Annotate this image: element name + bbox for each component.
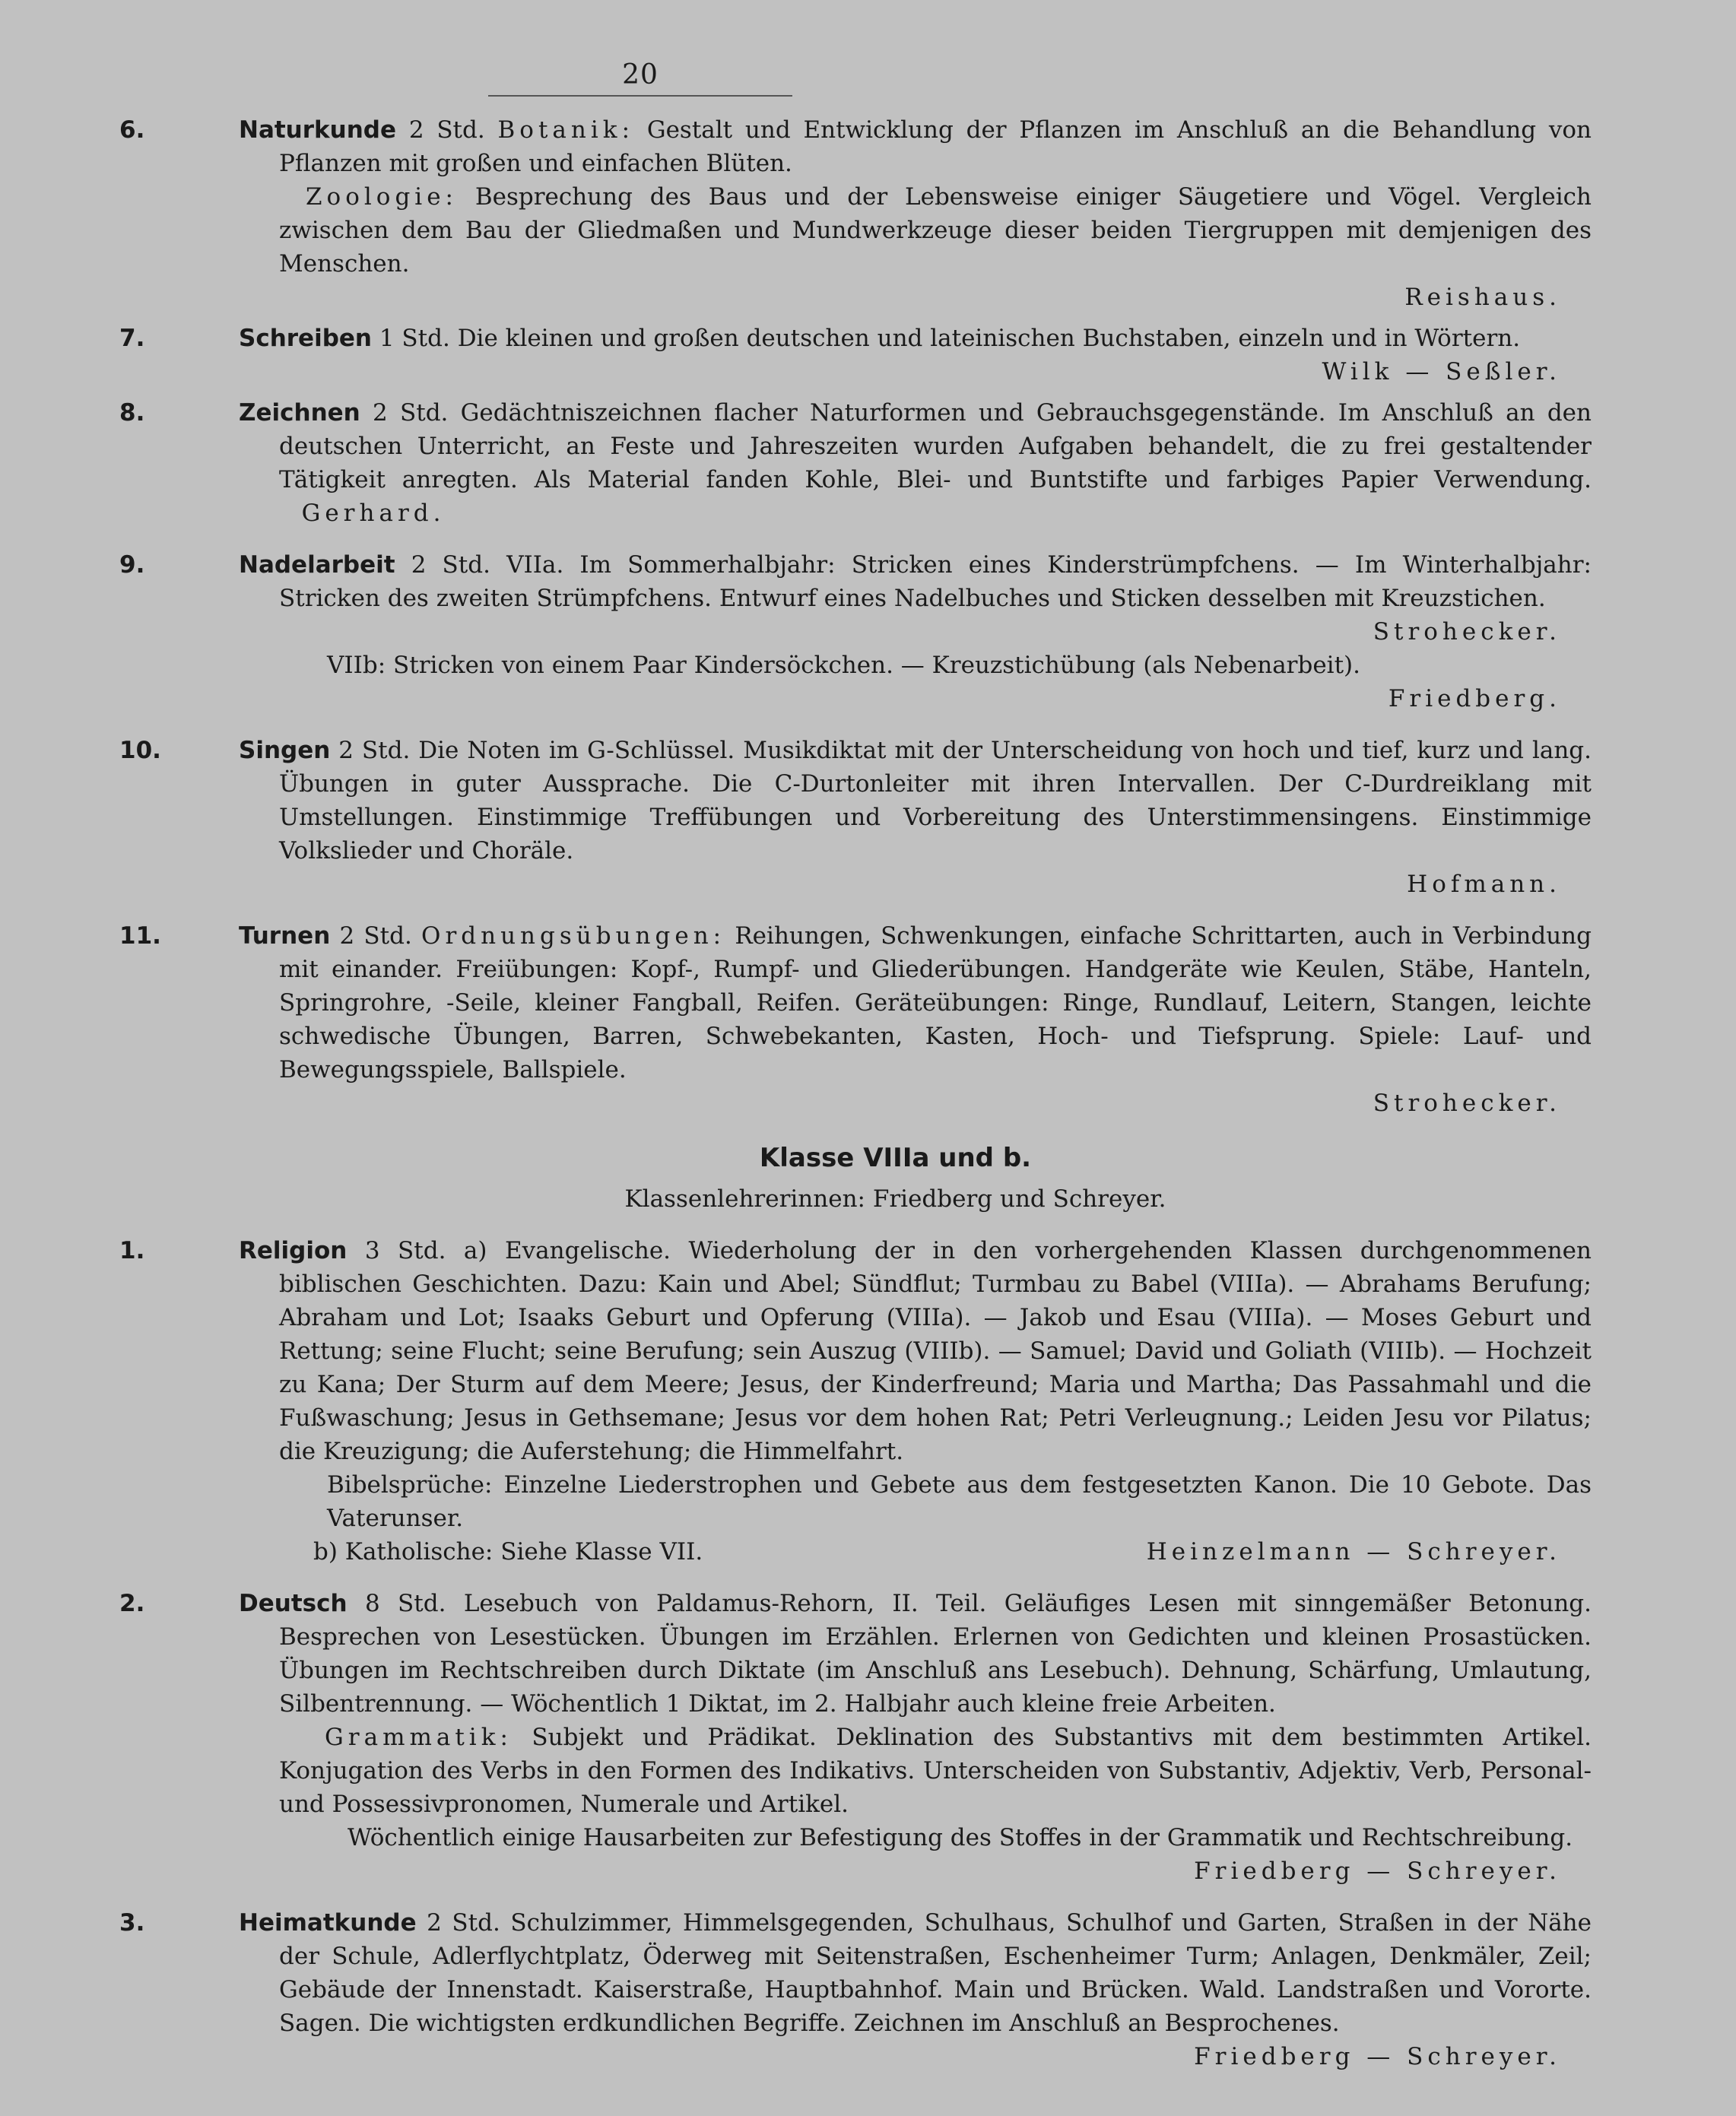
item-teacher: Wilk — Seßler. xyxy=(1322,358,1561,385)
item-sub-teacher: Friedberg. xyxy=(1388,685,1561,712)
item-number: 2. xyxy=(119,1590,145,1617)
item-text: Schulzimmer, Himmelsgegenden, Schulhaus, Schulhof und Garten, Straßen in der Nähe der Schule, Adlerflychtplatz, Öderweg mit Seitenstraßen, Eschenheimer Turm; Anlagen, Denkmäler, Zeil; Gebäude der Innenstadt. Kaiserstraße, Hauptbahnhof. Main und Brücken. Wald. Landstraßen und Vororte. Sagen. Die wichtigsten erdkundlichen Begriffe. Zeichnen im Anschluß an Besprochenes. xyxy=(279,1909,1592,2037)
item-hours: 8 Std. xyxy=(364,1590,446,1617)
item-number: 1. xyxy=(119,1237,145,1264)
item-number: 3. xyxy=(119,1909,145,1937)
item-sub-text2: Wöchentlich einige Hausarbeiten zur Befestigung des Stoffes in der Grammatik und Rechtschreibung. xyxy=(348,1824,1573,1851)
item-text: Lesebuch von Paldamus-Rehorn, II. Teil. Geläufiges Lesen mit sinngemäßer Betonung. Besprechen von Lesestücken. Übungen im Erzählen. Erlernen von Gedichten und kleinen Prosastücken. Übungen im Rechtschreiben durch Diktate (im Anschluß ans Lesebuch). Dehnung, Schärfung, Umlautung, Silbentrennung. — Wöchentlich 1 Diktat, im 2. Halbjahr auch kleine freie Arbeiten. xyxy=(279,1590,1592,1718)
item-subject: Singen xyxy=(239,737,331,764)
item-lead: Ordnungsübungen: xyxy=(421,922,726,950)
item-hours: 2 Std. xyxy=(408,116,485,144)
item-lead: a) Evangelische. xyxy=(463,1237,671,1264)
item-sub-text: Bibelsprüche: Einzelne Liederstrophen und Gebete aus dem festgesetzten Kanon. Die 10 Gebote. Das Vaterunser. xyxy=(327,1471,1592,1532)
item-text: VIIa. Im Sommerhalbjahr: Stricken eines Kinderstrümpfchens. — Im Winterhalbjahr: Stricken des zweiten Strümpfchens. Entwurf eines Nadelbuches und Sticken desselben mit Kreuzstichen. xyxy=(279,551,1592,612)
item-hours: 2 Std. xyxy=(339,922,412,950)
item-turnen xyxy=(119,919,1592,1120)
item-teacher: Friedberg — Schreyer. xyxy=(1194,2043,1561,2070)
item-teacher: Hofmann. xyxy=(1407,871,1561,898)
item-text: Die kleinen und großen deutschen und lateinischen Buchstaben, einzeln und in Wörtern. xyxy=(457,325,1521,352)
page-number: 20 xyxy=(488,59,792,97)
item-sub-lead: Zoologie: xyxy=(306,183,458,211)
item-number: 10. xyxy=(119,737,161,764)
item-hours: 2 Std. xyxy=(411,551,490,579)
item-number: 8. xyxy=(119,399,145,427)
item-sub-b: b) Katholische: Siehe Klasse VII. xyxy=(313,1538,703,1566)
item-subject: Turnen xyxy=(239,922,331,950)
item-text: Gestalt und Entwicklung der Pflanzen im Anschluß an die Behandlung von Pflanzen mit großen und einfachen Blüten. xyxy=(279,116,1592,177)
section-title: Klasse VIIIa und b. xyxy=(759,1143,1032,1173)
item-teacher: Strohecker. xyxy=(1373,1090,1561,1117)
item-hours: 1 Std. xyxy=(379,325,450,352)
item-sub-lead: Grammatik: xyxy=(325,1724,513,1751)
item-hours: 2 Std. xyxy=(373,399,449,427)
item-hours: 2 Std. xyxy=(427,1909,500,1937)
item-religion xyxy=(119,1234,1592,1569)
item-text: Gedächtniszeichnen flacher Naturformen und Gebrauchsgegenstände. Im Anschluß an den deutschen Unterricht, an Feste und Jahreszeiten wurden Aufgaben behandelt, die zu frei gestaltender Tätigkeit anregten. Als Material fanden Kohle, Blei- und Buntstifte und farbiges Papier Verwendung. xyxy=(279,399,1592,493)
item-sub-text: Besprechung des Baus und der Lebensweise einiger Säugetiere und Vögel. Vergleich zwischen dem Bau der Gliedmaßen und Mundwerkzeuge dieser beiden Tiergruppen mit demjenigen des Menschen. xyxy=(279,183,1592,278)
item-subject: Zeichnen xyxy=(239,399,360,427)
item-subject: Religion xyxy=(239,1237,348,1264)
item-teacher: Heinzelmann — Schreyer. xyxy=(1146,1538,1561,1566)
item-text: Reihungen, Schwenkungen, einfache Schrittarten, auch in Verbindung mit einander. Freiübungen: Kopf-, Rumpf- und Gliederübungen. Handgeräte wie Keulen, Stäbe, Hanteln, Springrohre, -Seile, kleiner Fangball, Reifen. Geräteübungen: Ringe, Rundlauf, Leitern, Stangen, leichte schwedische Übungen, Barren, Schwebekanten, Kasten, Hoch- und Tiefsprung. Spiele: Lauf- und Bewegungsspiele, Ballspiele. xyxy=(279,922,1592,1083)
item-subject: Naturkunde xyxy=(239,116,397,144)
item-subject: Schreiben xyxy=(239,325,372,352)
item-singen xyxy=(119,734,1592,901)
item-sub-text: VIIb: Stricken von einem Paar Kindersöckchen. — Kreuzstichübung (als Nebenarbeit). xyxy=(327,652,1361,679)
item-number: 6. xyxy=(119,116,145,144)
section-teachers: Klassenlehrerinnen: Friedberg und Schreyer. xyxy=(624,1185,1166,1213)
item-nadelarbeit xyxy=(119,548,1592,715)
item-number: 7. xyxy=(119,325,145,352)
item-sub-text: Subjekt und Prädikat. Deklination des Substantivs mit dem bestimmten Artikel. Konjugation des Verbs in den Formen des Indikativs. Unterscheiden von Substantiv, Adjektiv, Verb, Personal- und Possessivpronomen, Numerale und Artikel. xyxy=(279,1724,1592,1818)
item-teacher: Strohecker. xyxy=(1373,618,1561,646)
item-number: 9. xyxy=(119,551,145,579)
item-text: Die Noten im G-Schlüssel. Musikdiktat mit der Unterscheidung von hoch und tief, kurz und lang. Übungen in guter Aussprache. Die C-Durtonleiter mit ihren Intervallen. Der C-Durdreiklang mit Umstellungen. Einstimmige Treffübungen und Vorbereitung des Unterstimmensingens. Einstimmige Volkslieder und Choräle. xyxy=(279,737,1592,864)
item-schreiben xyxy=(119,322,1592,389)
item-number: 11. xyxy=(119,922,161,950)
item-hours: 3 Std. xyxy=(364,1237,446,1264)
item-lead: Botanik: xyxy=(497,116,635,144)
item-naturkunde xyxy=(119,113,1592,314)
item-subject: Heimatkunde xyxy=(239,1909,417,1937)
item-subject: Nadelarbeit xyxy=(239,551,395,579)
item-subject: Deutsch xyxy=(239,1590,348,1617)
item-hours: 2 Std. xyxy=(338,737,411,764)
item-text: Wiederholung der in den vorhergehenden Klassen durchgenommenen biblischen Geschichten. Dazu: Kain und Abel; Sündflut; Turmbau zu Babel (VIIIa). — Abrahams Berufung; Abraham und Lot; Isaaks Geburt und Opferung (VIIIa). — Jakob und Esau (VIIIa). — Moses Geburt und Rettung; seine Flucht; seine Berufung; sein Auszug (VIIIb). — Samuel; David und Goliath (VIIIb). — Hochzeit zu Kana; Der Sturm auf dem Meere; Jesus, der Kinderfreund; Maria und Martha; Das Passahmahl und die Fußwaschung; Jesus in Gethsemane; Jesus vor dem hohen Rat; Petri Verleugnung.; Leiden Jesu vor Pilatus; die Kreuzigung; die Auferstehung; die Himmelfahrt. xyxy=(279,1237,1592,1465)
item-heimatkunde xyxy=(119,1906,1592,2073)
item-zeichnen xyxy=(119,396,1592,530)
item-teacher: Gerhard. xyxy=(301,500,446,527)
item-teacher: Friedberg — Schreyer. xyxy=(1194,1857,1561,1885)
item-deutsch xyxy=(119,1587,1592,1888)
item-teacher: Reishaus. xyxy=(1404,284,1561,311)
